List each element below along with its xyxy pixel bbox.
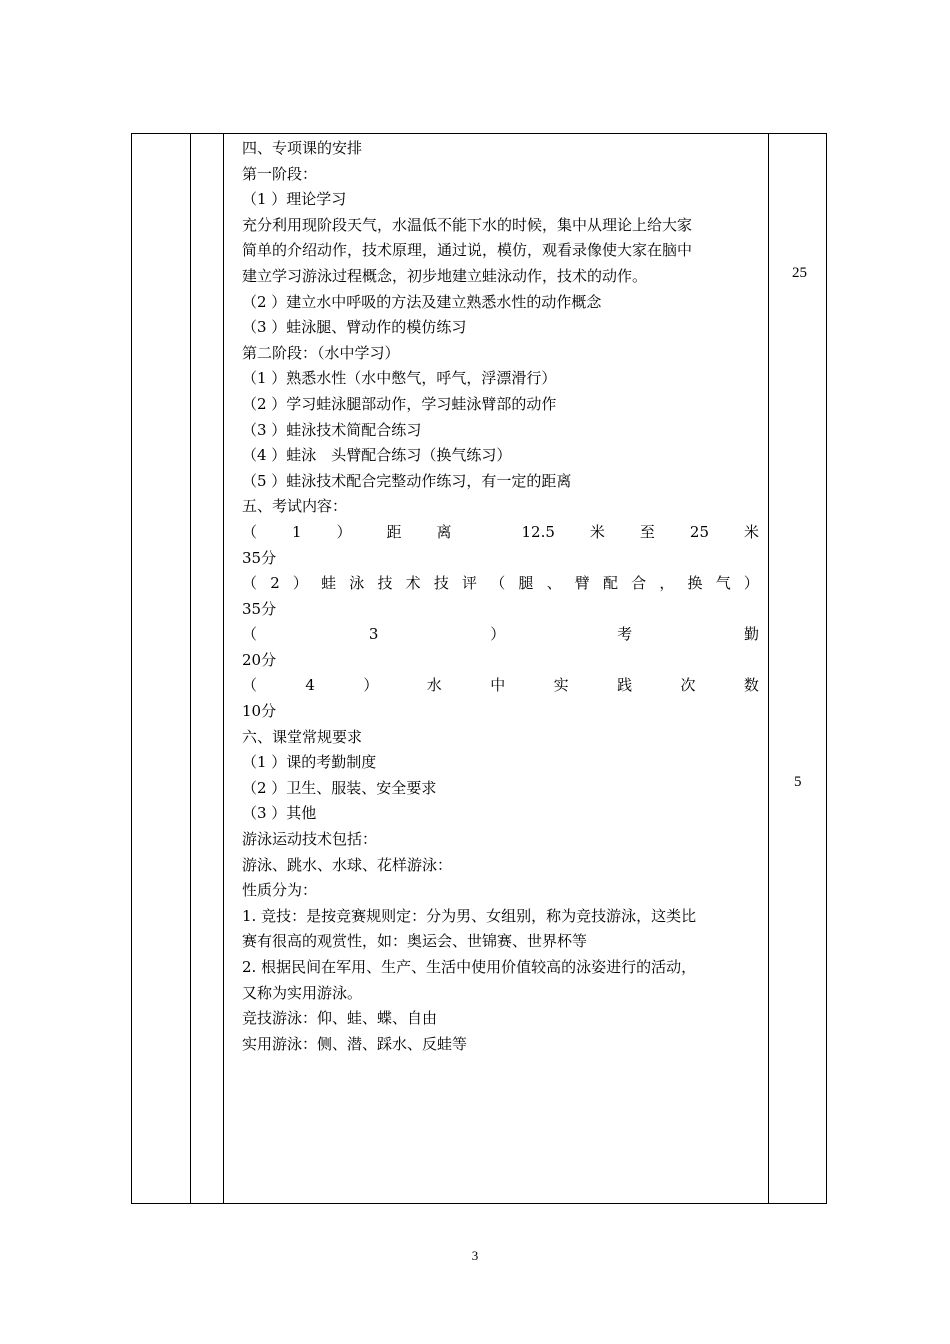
exam-item-part: 泳 bbox=[349, 574, 365, 593]
exam-item-part: 2 bbox=[270, 574, 280, 593]
page-number: 3 bbox=[471, 1248, 479, 1263]
table-column-divider bbox=[190, 133, 191, 1204]
exam-item-part: 25 bbox=[689, 522, 709, 541]
exam-item-part: 技 bbox=[377, 574, 393, 593]
exam-item-line bbox=[242, 622, 759, 648]
exam-content-block bbox=[242, 520, 759, 725]
text-line: 充分利用现阶段天气，水温低不能下水的时候，集中从理论上给大家 bbox=[242, 215, 693, 234]
exam-item-part: ） bbox=[490, 625, 506, 644]
exam-item-part: 换 bbox=[687, 574, 703, 593]
exam-item-part: 米 bbox=[589, 522, 605, 541]
exam-item-part: 1 bbox=[292, 522, 302, 541]
exam-item-part: 技 bbox=[433, 574, 449, 593]
exam-item-part: （ bbox=[242, 574, 258, 593]
exam-item-part: （ bbox=[242, 625, 258, 644]
exam-item-part: 实 bbox=[553, 676, 569, 695]
exam-item-part: 气 bbox=[715, 574, 731, 593]
exam-item-score: 20分 bbox=[242, 650, 277, 669]
exam-item-part: 次 bbox=[680, 676, 696, 695]
time-value-2: 5 bbox=[794, 774, 802, 790]
text-line: 竞技游泳：仰、蛙、蝶、自由 bbox=[242, 1009, 438, 1028]
exam-item-part: ） bbox=[363, 676, 379, 695]
text-line: （2 ）学习蛙泳腿部动作，学习蛙泳臂部的动作 bbox=[242, 394, 557, 413]
text-line: （1 ）课的考勤制度 bbox=[242, 753, 377, 772]
exam-item-part: 合 bbox=[631, 574, 647, 593]
table-column-divider bbox=[223, 133, 224, 1204]
time-value-1: 25 bbox=[792, 265, 807, 281]
text-line: 五、考试内容： bbox=[242, 497, 348, 516]
text-line: （2 ）建立水中呼吸的方法及建立熟悉水性的动作概念 bbox=[242, 292, 602, 311]
exam-item-part: 12.5 bbox=[521, 522, 555, 541]
text-line: （1 ）理论学习 bbox=[242, 190, 347, 209]
exam-item-line bbox=[242, 571, 759, 597]
exam-item-part: 腿 bbox=[518, 574, 534, 593]
text-line: 简单的介绍动作，技术原理，通过说，模仿，观看录像使大家在脑中 bbox=[242, 241, 693, 260]
text-line: （4 ）蛙泳 头臂配合练习（换气练习） bbox=[242, 446, 512, 465]
text-line: 赛有很高的观赏性，如：奥运会、世锦赛、世界杯等 bbox=[242, 932, 588, 951]
exam-item-part: （ bbox=[242, 676, 258, 695]
exam-item-score: 35分 bbox=[242, 548, 277, 567]
exam-item-score: 10分 bbox=[242, 702, 277, 721]
text-line: 游泳运动技术包括： bbox=[242, 830, 378, 849]
text-line: （2 ）卫生、服装、安全要求 bbox=[242, 778, 437, 797]
exam-item-part: 至 bbox=[639, 522, 655, 541]
text-line: （3 ）蛙泳腿、臂动作的模仿练习 bbox=[242, 318, 467, 337]
lesson-text-block-2 bbox=[242, 725, 759, 1058]
exam-item-line bbox=[242, 673, 759, 699]
exam-item-part: ） bbox=[292, 574, 308, 593]
exam-item-part: 3 bbox=[368, 625, 379, 644]
exam-item-part: 勤 bbox=[743, 625, 759, 644]
exam-item-part: （ bbox=[490, 574, 506, 593]
exam-item-part: ） bbox=[336, 522, 352, 541]
exam-item-part: 数 bbox=[743, 676, 759, 695]
text-line: （1 ）熟悉水性（水中憋气，呼气，浮漂滑行） bbox=[242, 369, 557, 388]
exam-item-part: 距 bbox=[386, 522, 402, 541]
text-line: 四、专项课的安排 bbox=[242, 139, 363, 157]
exam-item-part: 践 bbox=[617, 676, 633, 695]
text-line: （3 ）其他 bbox=[242, 804, 317, 823]
text-line: 实用游泳：侧、潜、踩水、反蛙等 bbox=[242, 1034, 468, 1053]
text-line: 建立学习游泳过程概念，初步地建立蛙泳动作，技术的动作。 bbox=[242, 266, 648, 285]
text-line: 游泳、跳水、水球、花样游泳： bbox=[242, 855, 453, 874]
table-column-divider bbox=[768, 133, 769, 1204]
lesson-text-block-1 bbox=[242, 136, 759, 520]
exam-item-part: 水 bbox=[426, 676, 442, 695]
exam-item-part: 考 bbox=[617, 625, 633, 644]
exam-item-part: 4 bbox=[305, 676, 315, 695]
text-line: 六、课堂常规要求 bbox=[242, 727, 363, 746]
exam-item-part: 评 bbox=[462, 574, 478, 593]
exam-item-part: ） bbox=[743, 574, 759, 593]
text-line: 第二阶段：（水中学习） bbox=[242, 343, 400, 362]
exam-item-part: 臂 bbox=[574, 574, 590, 593]
text-line: 2. 根据民间在军用、生产、生活中使用价值较高的泳姿进行的活动， bbox=[242, 958, 697, 976]
exam-item-part: 、 bbox=[546, 574, 562, 593]
exam-item-part: 米 bbox=[743, 522, 759, 541]
exam-item-score: 35分 bbox=[242, 599, 277, 618]
text-line: 1. 竞技：是按竞赛规则定：分为男、女组别，称为竞技游泳，这类比 bbox=[242, 906, 697, 925]
text-line: 又称为实用游泳。 bbox=[242, 983, 363, 1002]
lesson-content bbox=[242, 136, 759, 1057]
exam-item-part: 配 bbox=[602, 574, 618, 593]
exam-item-part: （ bbox=[242, 522, 258, 541]
exam-item-part: 术 bbox=[405, 574, 421, 593]
exam-item-part: 中 bbox=[490, 676, 506, 695]
text-line: 第一阶段： bbox=[242, 164, 318, 183]
text-line: （5 ）蛙泳技术配合完整动作练习，有一定的距离 bbox=[242, 471, 572, 490]
text-line: 性质分为： bbox=[242, 881, 318, 900]
text-line: （3 ）蛙泳技术简配合练习 bbox=[242, 420, 422, 439]
exam-item-part: 离 bbox=[436, 522, 452, 541]
exam-item-line bbox=[242, 520, 759, 546]
exam-item-part: ， bbox=[659, 574, 675, 593]
exam-item-part: 蛙 bbox=[321, 574, 337, 593]
